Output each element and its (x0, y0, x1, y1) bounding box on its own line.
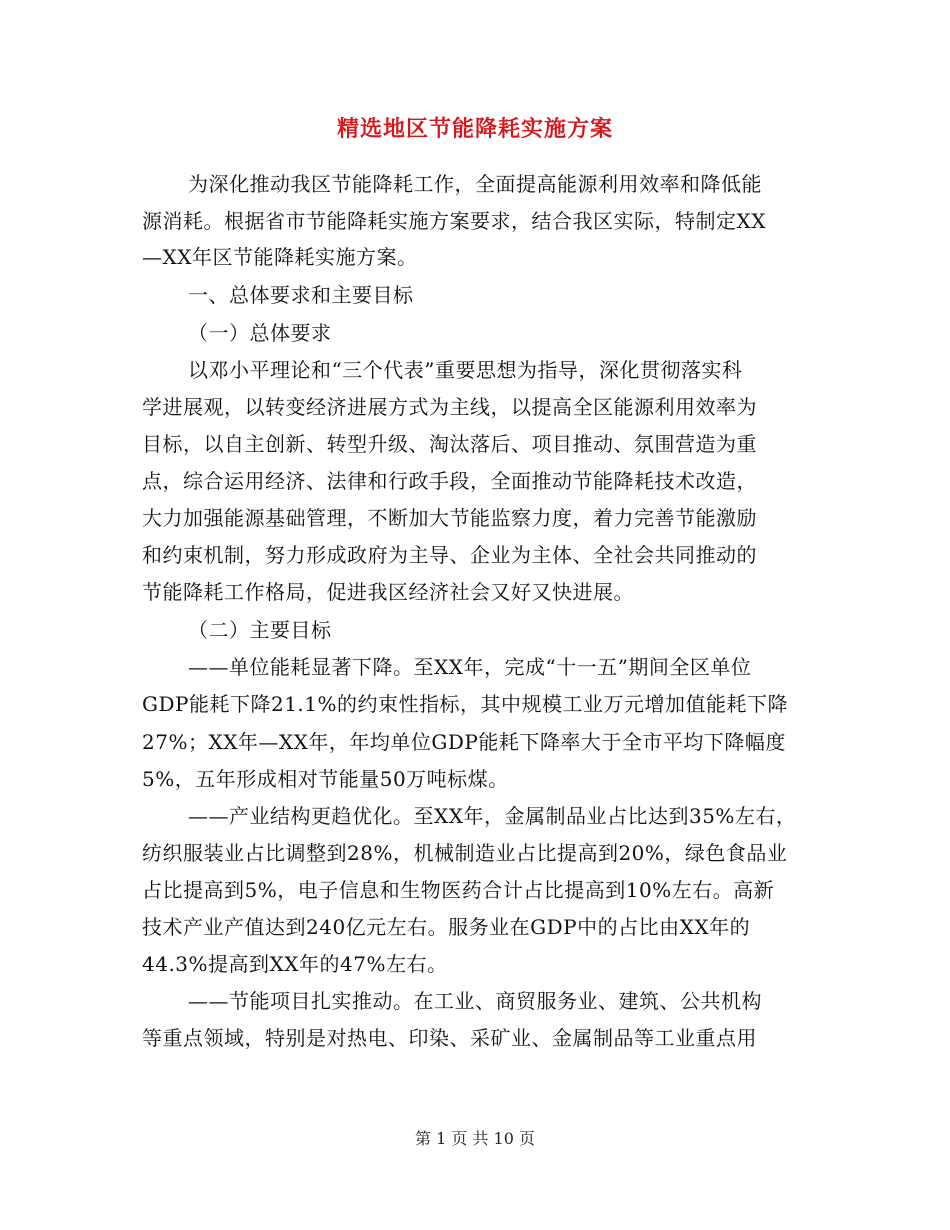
paragraph-line: 为深化推动我区节能降耗工作，全面提高能源利用效率和降低能 (188, 172, 762, 196)
document-title: 精选地区节能降耗实施方案 (336, 116, 613, 142)
paragraph-line: 44.3%提高到XX年的47%左右。 (142, 952, 448, 976)
paragraph-line: 5%，五年形成相对节能量50万吨标煤。 (142, 767, 509, 791)
paragraph-line: 节能降耗工作格局，促进我区经济社会又好又快进展。 (142, 580, 634, 604)
paragraph-line: 占比提高到5%，电子信息和生物医药合计占比提高到10%左右。高新 (142, 878, 775, 902)
paragraph-line: 学进展观，以转变经济进展方式为主线，以提高全区能源利用效率为 (142, 395, 757, 419)
paragraph-line: 和约束机制，努力形成政府为主导、企业为主体、全社会共同推动的 (142, 543, 757, 567)
subsection-heading: （一）总体要求 (188, 321, 332, 345)
section-heading: 一、总体要求和主要目标 (188, 283, 414, 307)
paragraph-line: ——单位能耗显著下降。至XX年，完成“十一五”期间全区单位 (188, 655, 752, 679)
paragraph-line: 等重点领域，特别是对热电、印染、采矿业、金属制品等工业重点用 (142, 1026, 757, 1050)
paragraph-line: ——节能项目扎实推动。在工业、商贸服务业、建筑、公共机构 (188, 989, 762, 1013)
paragraph-line: 目标，以自主创新、转型升级、淘汰落后、项目推动、氛围营造为重 (142, 432, 757, 456)
subsection-heading: （二）主要目标 (188, 618, 332, 642)
page-number-footer: 第 1 页 共 10 页 (415, 1129, 535, 1148)
paragraph-line: GDP能耗下降21.1%的约束性指标，其中规模工业万元增加值能耗下降 (142, 692, 789, 716)
paragraph-line: 源消耗。根据省市节能降耗实施方案要求，结合我区实际，特制定XX (142, 209, 766, 233)
paragraph-line: 27%；XX年—XX年，年均单位GDP能耗下降率大于全市平均下降幅度 (142, 730, 786, 754)
paragraph-line: 以邓小平理论和“三个代表”重要思想为指导，深化贯彻落实科 (188, 358, 743, 382)
paragraph-line: 大力加强能源基础管理，不断加大节能监察力度，着力完善节能激励 (142, 506, 757, 530)
paragraph-line: —XX年区节能降耗实施方案。 (142, 245, 418, 269)
paragraph-line: ——产业结构更趋优化。至XX年，金属制品业占比达到35%左右， (188, 804, 797, 828)
paragraph-line: 纺织服装业占比调整到28%，机械制造业占比提高到20%，绿色食品业 (142, 841, 788, 865)
paragraph-line: 技术产业产值达到240亿元左右。服务业在GDP中的占比由XX年的 (142, 915, 751, 939)
paragraph-line: 点，综合运用经济、法律和行政手段，全面推动节能降耗技术改造， (142, 469, 757, 493)
